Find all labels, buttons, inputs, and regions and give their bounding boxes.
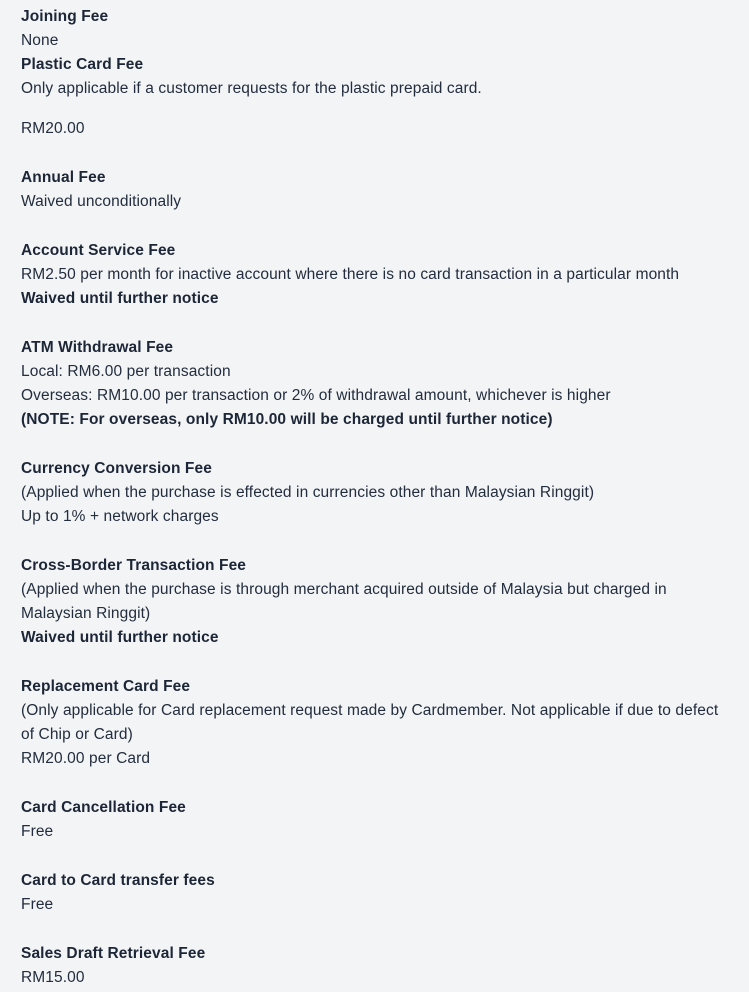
fee-text: Free xyxy=(21,823,54,840)
fee-heading: Plastic Card Fee xyxy=(21,56,144,73)
fee-heading: Replacement Card Fee xyxy=(21,678,191,695)
fee-text: Free xyxy=(21,896,54,913)
fee-heading: (NOTE: For overseas, only RM10.00 will be charged until further notice) xyxy=(21,411,553,428)
fee-heading: Card to Card transfer fees xyxy=(21,872,215,889)
fee-text: Up to 1% + network charges xyxy=(21,508,219,525)
fee-heading: Annual Fee xyxy=(21,169,106,186)
fee-heading: Card Cancellation Fee xyxy=(21,799,186,816)
fee-text: RM20.00 xyxy=(21,120,85,137)
fee-heading: Joining Fee xyxy=(21,8,109,25)
fee-section xyxy=(21,796,721,844)
fee-text: RM15.00 xyxy=(21,969,85,986)
fee-section xyxy=(21,942,721,990)
fee-text: Waived unconditionally xyxy=(21,193,182,210)
fee-text: (Applied when the purchase is effected in currencies other than Malaysian Ringgit) xyxy=(21,484,595,501)
fee-text: RM2.50 per month for inactive account where there is no card transaction in a particular month xyxy=(21,266,680,283)
fee-section xyxy=(21,554,721,650)
fee-section xyxy=(21,675,721,771)
fee-text: Overseas: RM10.00 per transaction or 2% of withdrawal amount, whichever is higher xyxy=(21,387,611,404)
fee-text: Only applicable if a customer requests for the plastic prepaid card. xyxy=(21,80,482,97)
fee-section xyxy=(21,869,721,917)
fee-section xyxy=(21,5,721,141)
fee-heading: Cross-Border Transaction Fee xyxy=(21,557,247,574)
blank-spacer xyxy=(21,101,721,117)
fee-heading: Currency Conversion Fee xyxy=(21,460,212,477)
fee-heading: Account Service Fee xyxy=(21,242,176,259)
fee-text: Local: RM6.00 per transaction xyxy=(21,363,231,380)
fee-heading: Waived until further notice xyxy=(21,629,219,646)
fee-section xyxy=(21,336,721,432)
fee-heading: Waived until further notice xyxy=(21,290,219,307)
fee-text: RM20.00 per Card xyxy=(21,750,151,767)
fee-heading: ATM Withdrawal Fee xyxy=(21,339,174,356)
fee-section xyxy=(21,239,721,311)
fee-text: None xyxy=(21,32,59,49)
fee-section xyxy=(21,457,721,529)
fee-text: (Only applicable for Card replacement request made by Cardmember. Not applicable if due to defect of Chip or Card) xyxy=(21,702,719,743)
fee-heading: Sales Draft Retrieval Fee xyxy=(21,945,206,962)
fee-text: (Applied when the purchase is through merchant acquired outside of Malaysia but charged in Malaysian Ringgit) xyxy=(21,581,667,622)
fee-section xyxy=(21,166,721,214)
